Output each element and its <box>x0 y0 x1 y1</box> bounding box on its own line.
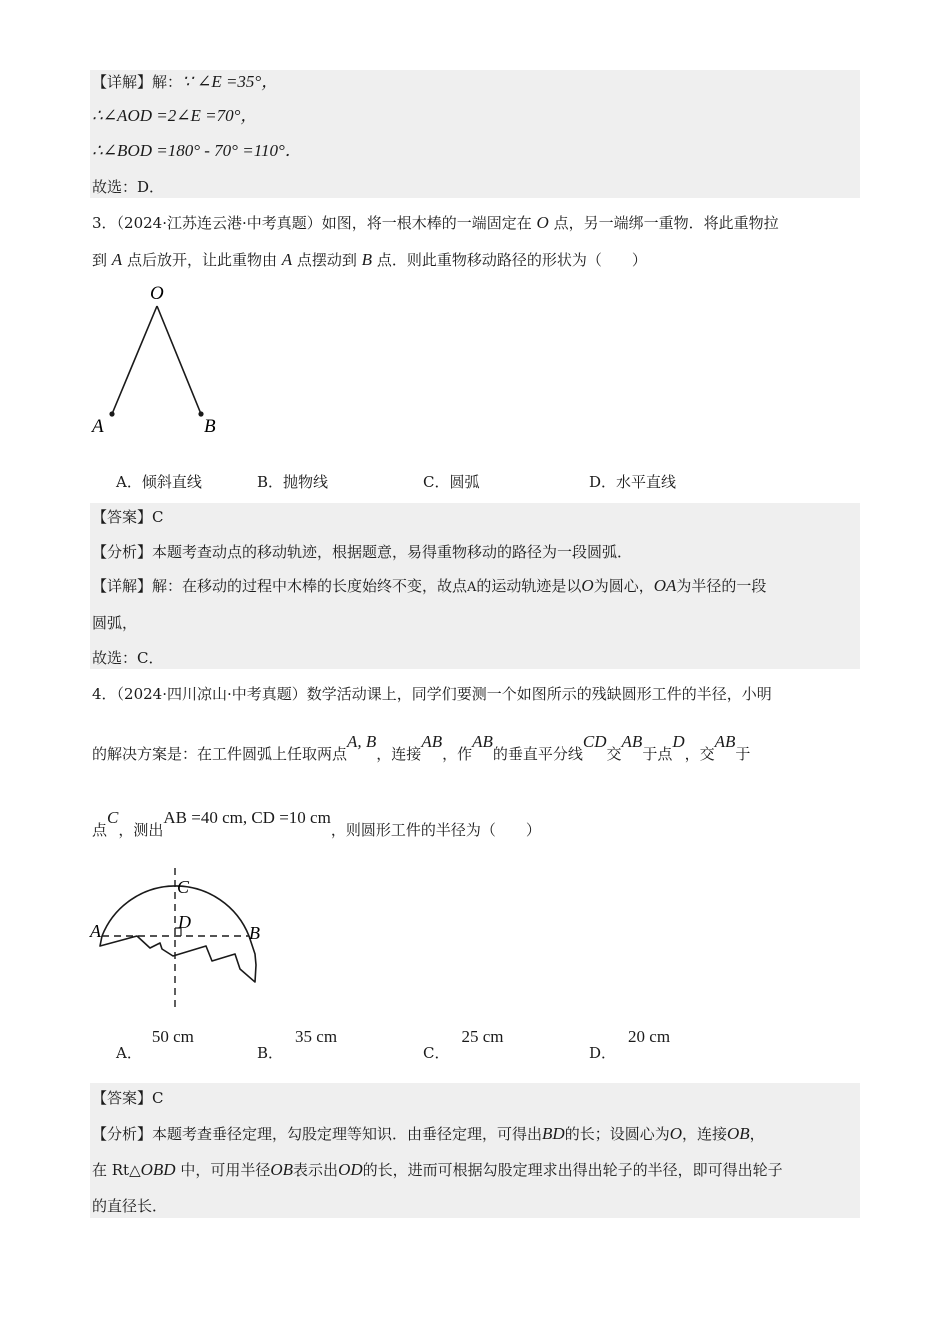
q4-analysis-text: 的长；设圆心为 <box>564 1125 670 1143</box>
q4-measurement-math: AB =40 cm, CD =10 cm <box>163 808 331 827</box>
option-text: 抛物线 <box>283 473 329 491</box>
choose-line-q2: 故选：D． <box>92 178 165 196</box>
q4-analysis-text: 中，可用半径 <box>175 1161 271 1179</box>
q3-answer: 【答案】C <box>92 508 164 526</box>
q3-detail-text: 为半径的一段 <box>676 577 767 595</box>
q3-option-c[interactable] <box>423 472 480 492</box>
option-text: 圆弧 <box>449 473 480 491</box>
q4-text: ，交 <box>684 745 715 763</box>
q4-analysis-text: 的长，进而可根据勾股定理求出得出轮子的半径，即可得出轮子 <box>362 1161 783 1179</box>
q4-option-b[interactable] <box>257 1027 338 1063</box>
q3-pendulum-figure <box>88 280 228 440</box>
label-b: B <box>249 923 260 943</box>
q4-math-od: OD <box>338 1160 363 1179</box>
rod-ob <box>157 306 201 414</box>
q4-math-c: C <box>107 808 119 827</box>
q4-stem-line-1: 4．（2024·四川凉山·中考真题）数学活动课上，同学们要测一个如图所示的残缺圆形工件的半径，小明 <box>92 685 772 703</box>
q3-option-d[interactable] <box>589 472 676 492</box>
q4-text: 交 <box>606 745 622 763</box>
q4-math-arc-ab: AB <box>714 732 736 751</box>
q3-text: 到 <box>92 251 112 269</box>
q3-text: 3．（2024·江苏连云港·中考真题）如图，将一根木棒的一端固定在 <box>92 214 537 232</box>
q4-math-cd: CD <box>582 732 607 751</box>
q3-detail-line-1 <box>92 576 766 598</box>
detail-line-1 <box>92 72 278 92</box>
q4-analysis-line-1 <box>92 1124 765 1144</box>
label-a: A <box>92 416 104 437</box>
option-value: 25 cm <box>461 1027 504 1046</box>
q3-option-b[interactable] <box>257 472 328 492</box>
q4-math-ab: AB <box>472 732 493 751</box>
q3-detail-text: 【详解】解：在移动的过程中木棒的长度始终不变，故点 <box>92 577 468 595</box>
q4-math-ob: OB <box>270 1160 294 1179</box>
option-letter: B． <box>257 473 284 491</box>
q3-detail-oa: OA <box>653 576 677 595</box>
q3-detail-point-a: A <box>467 580 477 595</box>
q4-option-c[interactable] <box>423 1027 504 1063</box>
q3-detail-text: 为圆心， <box>593 577 654 595</box>
q4-math-a-b: A, B <box>347 732 377 751</box>
q4-text: 于 <box>735 745 751 763</box>
option-text: 倾斜直线 <box>141 473 202 491</box>
q4-math-ob: OB <box>727 1124 750 1143</box>
q3-option-a[interactable] <box>116 472 202 492</box>
q3-text: 点，另一端绑一重物．将此重物拉 <box>548 214 779 232</box>
point-b-dot <box>198 411 203 416</box>
q4-math-ab: AB <box>421 732 443 751</box>
option-letter: A． <box>116 473 142 491</box>
label-d: D <box>178 912 191 932</box>
q4-analysis-text: ， <box>749 1125 765 1143</box>
broken-edge <box>100 936 256 982</box>
label-b: B <box>204 416 216 437</box>
q3-point-b: B <box>361 250 373 269</box>
option-value: 20 cm <box>628 1027 671 1046</box>
q4-analysis-text: 【分析】本题考查垂径定理，勾股定理等知识．由垂径定理，可得出 <box>92 1125 543 1143</box>
q4-math-d: D <box>672 732 685 751</box>
option-value: 50 cm <box>151 1027 194 1046</box>
option-letter: B． <box>257 1044 284 1062</box>
detail-label: 【详解】解： <box>92 73 183 91</box>
rod-oa <box>112 306 157 414</box>
solution-block-q4 <box>90 1083 860 1218</box>
q3-text: 点摆动到 <box>292 251 362 269</box>
q4-analysis-line-3: 的直径长． <box>92 1197 168 1215</box>
label-c: C <box>177 877 190 897</box>
q4-option-a[interactable] <box>116 1027 194 1063</box>
q4-text: ，测出 <box>118 821 164 839</box>
option-value: 35 cm <box>295 1027 338 1046</box>
angle-e-math: ∵ ∠E =35°， <box>182 72 279 91</box>
q4-text: ，则圆形工件的半径为（ ） <box>330 821 541 839</box>
q3-point-a: A <box>281 250 293 269</box>
q4-text: 的解决方案是：在工件圆弧上任取两点 <box>92 745 348 763</box>
q4-option-d[interactable] <box>589 1027 671 1063</box>
q4-text: 的垂直平分线 <box>492 745 583 763</box>
q4-text: ，作 <box>442 745 473 763</box>
option-letter: A． <box>116 1044 142 1062</box>
q3-point-a: A <box>111 250 123 269</box>
q4-stem-line-2 <box>92 732 751 764</box>
option-letter: D． <box>589 473 617 491</box>
q4-text: ，连接 <box>376 745 422 763</box>
detail-line-3: ∴∠BOD =180° - 70° =110°． <box>92 141 302 160</box>
q3-detail-line-2: 圆弧， <box>92 614 138 632</box>
q3-stem-line-1 <box>92 213 779 233</box>
q4-text: 于点 <box>642 745 673 763</box>
q3-point-o: O <box>536 213 549 232</box>
q4-broken-circle-figure <box>88 862 268 1022</box>
q4-analysis-text: 在 Rt△ <box>92 1161 141 1179</box>
detail-line-2: ∴∠AOD =2∠E =70°， <box>92 106 258 125</box>
q4-analysis-text: 表示出 <box>293 1161 339 1179</box>
q3-detail-o: O <box>581 576 594 595</box>
point-a-dot <box>109 411 114 416</box>
q3-analysis: 【分析】本题考查动点的移动轨迹，根据题意，易得重物移动的路径为一段圆弧． <box>92 543 633 561</box>
q4-answer: 【答案】C <box>92 1089 164 1107</box>
q3-text: 点．则此重物移动路径的形状为（ ） <box>372 251 647 269</box>
q3-detail-text: 的运动轨迹是以 <box>476 577 582 595</box>
q4-analysis-text: ，连接 <box>681 1125 727 1143</box>
q4-analysis-line-2 <box>92 1160 783 1180</box>
option-letter: D． <box>589 1044 617 1062</box>
q4-stem-line-3 <box>92 808 541 840</box>
label-a: A <box>90 921 101 941</box>
q4-math-ab: AB <box>621 732 643 751</box>
q4-math-obd: OBD <box>140 1160 176 1179</box>
q3-text: 点后放开，让此重物由 <box>122 251 282 269</box>
q4-math-o: O <box>669 1124 682 1143</box>
q3-stem-line-2 <box>92 250 647 270</box>
q4-math-bd: BD <box>542 1124 565 1143</box>
option-letter: C． <box>423 473 450 491</box>
option-letter: C． <box>423 1044 450 1062</box>
q3-choose: 故选：C． <box>92 649 164 667</box>
option-text: 水平直线 <box>616 473 677 491</box>
label-o: O <box>150 283 164 304</box>
q4-text: 点 <box>92 821 108 839</box>
